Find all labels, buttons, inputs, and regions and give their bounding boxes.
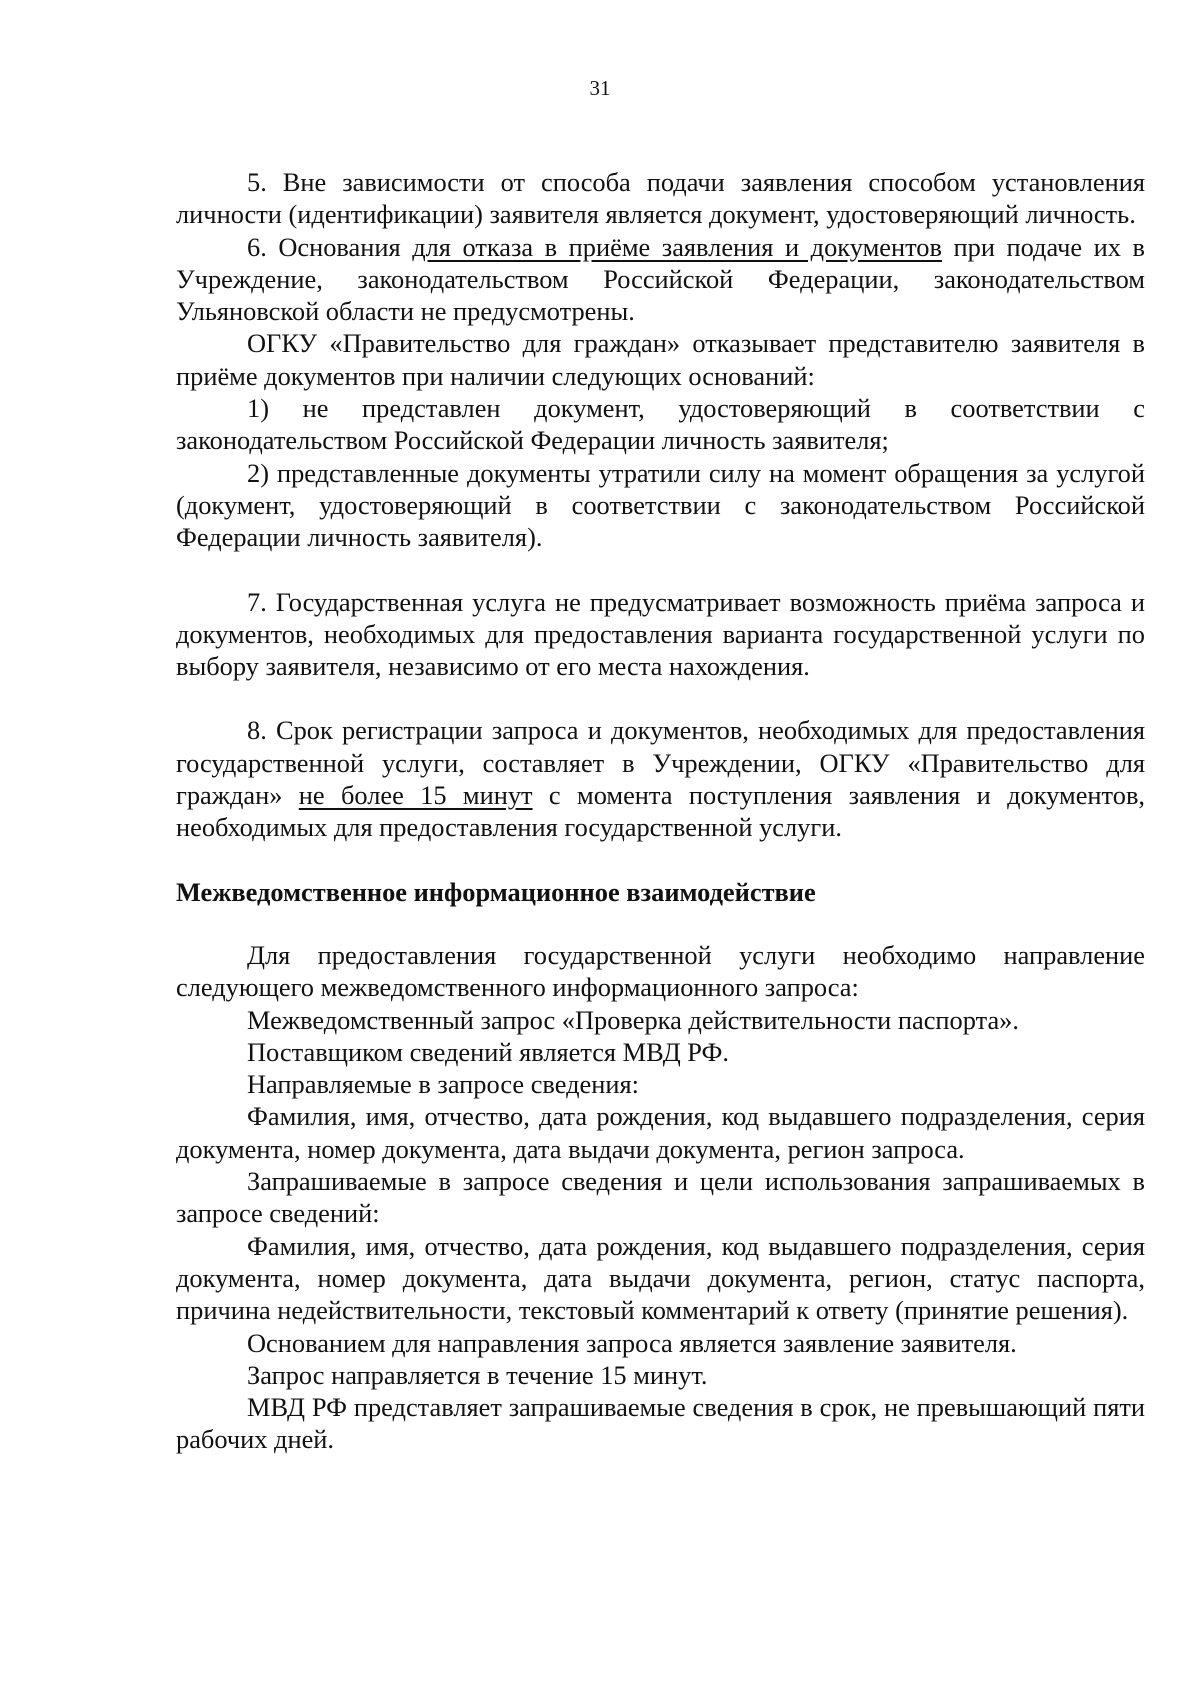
section-paragraph-5: Фамилия, имя, отчество, дата рождения, код выдавшего подразделения, серия документа, номер документа, дата выдачи документа, регион запроса. xyxy=(176,1101,1145,1164)
section-paragraph-10: МВД РФ представляет запрашиваемые сведения в срок, не превышающий пяти рабочих дней. xyxy=(176,1392,1145,1455)
section-paragraph-2: Межведомственный запрос «Проверка действительности паспорта». xyxy=(247,1004,1019,1035)
paragraph-8-underlined: не более 15 минут xyxy=(298,780,533,811)
paragraph-8-start: 8. Срок регистрации запроса и документов, необходимых для предоставления государственной услуги, составляет в Учреждении, ОГКУ «Правительство для граждан» xyxy=(176,715,1145,811)
paragraph-6-item-1: 1) не представлен документ, удостоверяющий в соответствии с законодательством Российской Федерации личность заявителя; xyxy=(176,393,1145,456)
document-body xyxy=(176,166,1145,1456)
paragraph-8-end: с момента поступления заявления и документов, необходимых для предоставления государственной услуги. xyxy=(176,780,1145,843)
section-paragraph-7: Фамилия, имя, отчество, дата рождения, код выдавшего подразделения, серия документа, номер документа, дата выдачи документа, регион, статус паспорта, причина недействительности, текстовый комментарий к ответу (принятие решения). xyxy=(176,1230,1145,1326)
section-paragraph-8: Основанием для направления запроса является заявление заявителя. xyxy=(247,1327,1017,1358)
section-heading: Межведомственное информационное взаимодействие xyxy=(176,876,816,907)
section-paragraph-1: Для предоставления государственной услуги необходимо направление следующего межведомственного информационного запроса: xyxy=(176,939,1145,1003)
paragraph-8 xyxy=(176,714,1145,843)
section-paragraph-6: Запрашиваемые в запросе сведения и цели использования запрашиваемых в запросе сведений: xyxy=(176,1166,1145,1229)
paragraph-6-end: при подаче их в Учреждение, законодательством Российской Федерации, законодательством Ульяновской области не предусмотрены. xyxy=(176,231,1145,327)
paragraph-6-start: 6. Основания xyxy=(247,231,413,262)
section-paragraph-9: Запрос направляется в течение 15 минут. xyxy=(247,1359,708,1390)
section-paragraph-3: Поставщиком сведений является МВД РФ. xyxy=(247,1036,729,1067)
paragraph-7: 7. Государственная услуга не предусматривает возможность приёма запроса и документов, необходимых для предоставления варианта государственной услуги по выбору заявителя, независимо от его места нахождения. xyxy=(176,586,1145,682)
paragraph-6-ogku: ОГКУ «Правительство для граждан» отказывает представителю заявителя в приёме документов при наличии следующих оснований: xyxy=(176,328,1145,391)
paragraph-6 xyxy=(176,231,1145,328)
paragraph-6-item-2: 2) представленные документы утратили силу на момент обращения за услугой (документ, удостоверяющий в соответствии с законодательством Российской Федерации личность заявителя). xyxy=(176,457,1145,553)
paragraph-6-underlined: для отказа в приёме заявления и документов xyxy=(412,231,942,262)
paragraph-5: 5. Вне зависимости от способа подачи заявления способом установления личности (идентификации) заявителя является документ, удостоверяющий личность. xyxy=(176,167,1145,230)
page-number: 31 xyxy=(589,76,611,100)
section-paragraph-4: Направляемые в запросе сведения: xyxy=(247,1069,639,1100)
